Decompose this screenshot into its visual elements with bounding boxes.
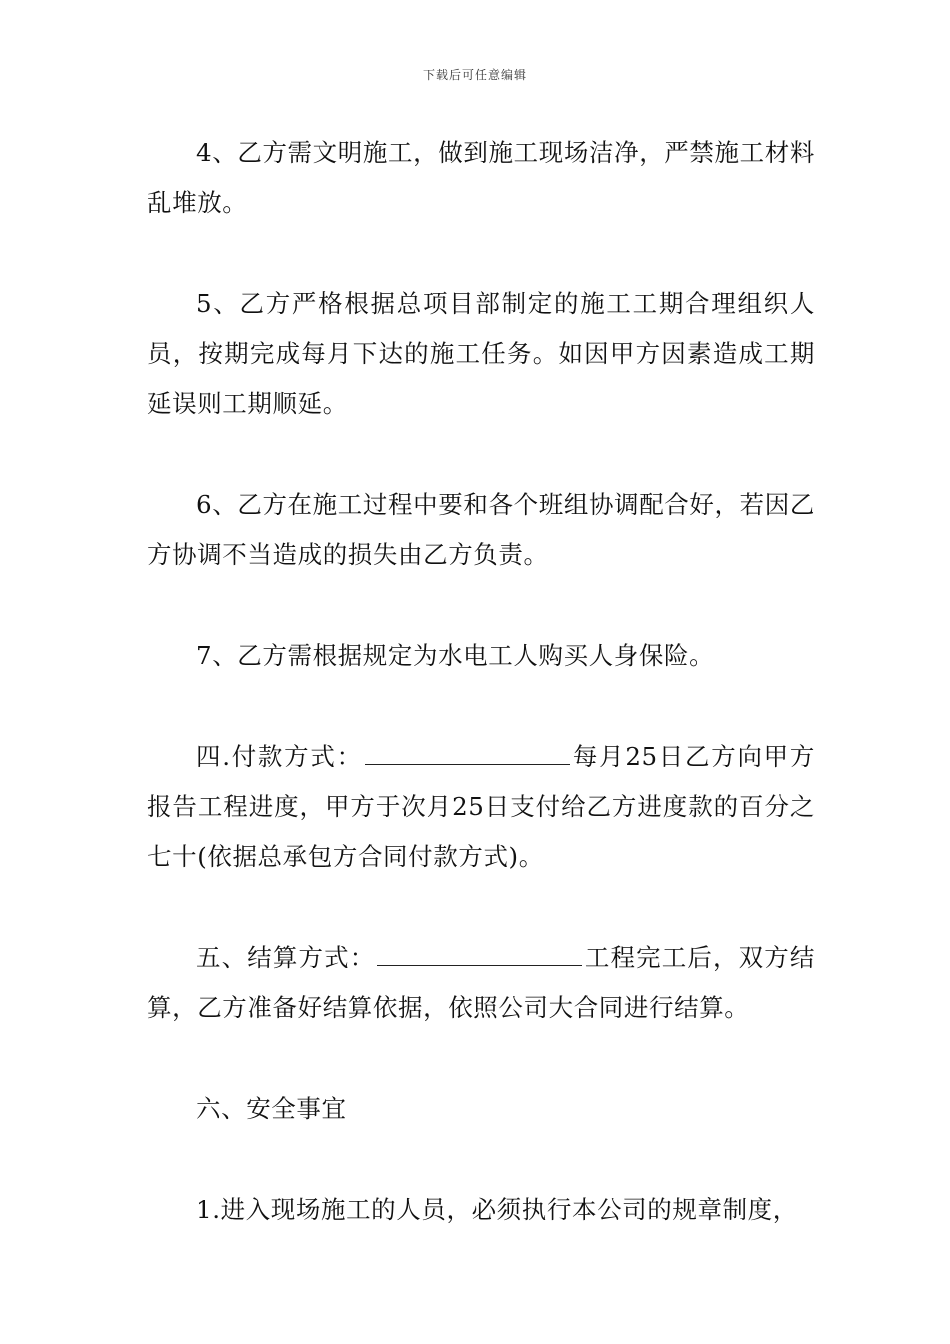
settlement-blank-line (377, 943, 582, 966)
page-header: 下载后可任意编辑 (422, 68, 527, 82)
clause-7-paragraph: 7、乙方需根据规定为水电工人购买人身保险。 (196, 641, 715, 670)
clause-4-paragraph: 4、乙方需文明施工，做到施工现场洁净，严禁施工材料乱堆放。 (147, 138, 815, 217)
settlement-method-text: 工程完工后，双方结算，乙方准备好结算依据，依照公司大合同进行结算。 (147, 943, 815, 1022)
safety-section-heading: 六、安全事宜 (196, 1094, 347, 1123)
clause-5-paragraph: 5、乙方严格根据总项目部制定的施工工期合理组织人员，按期完成每月下达的施工任务。如因甲方因素造成工期延误则工期顺延。 (147, 289, 815, 418)
settlement-method-label: 五、结算方式： (196, 943, 376, 972)
payment-method-paragraph (147, 732, 815, 882)
clause-6-paragraph: 6、乙方在施工过程中要和各个班组协调配合好，若因乙方协调不当造成的损失由乙方负责。 (147, 490, 815, 569)
document-body (147, 128, 815, 1286)
safety-clause-1-paragraph: 1.进入现场施工的人员，必须执行本公司的规章制度， (196, 1195, 798, 1224)
settlement-method-paragraph (147, 933, 815, 1033)
payment-method-text: 每月25日乙方向甲方报告工程进度，甲方于次月25日支付给乙方进度款的百分之七十(依据总承包方合同付款方式)。 (147, 742, 815, 871)
payment-method-label: 四.付款方式： (196, 742, 363, 771)
payment-blank-line (365, 742, 570, 765)
